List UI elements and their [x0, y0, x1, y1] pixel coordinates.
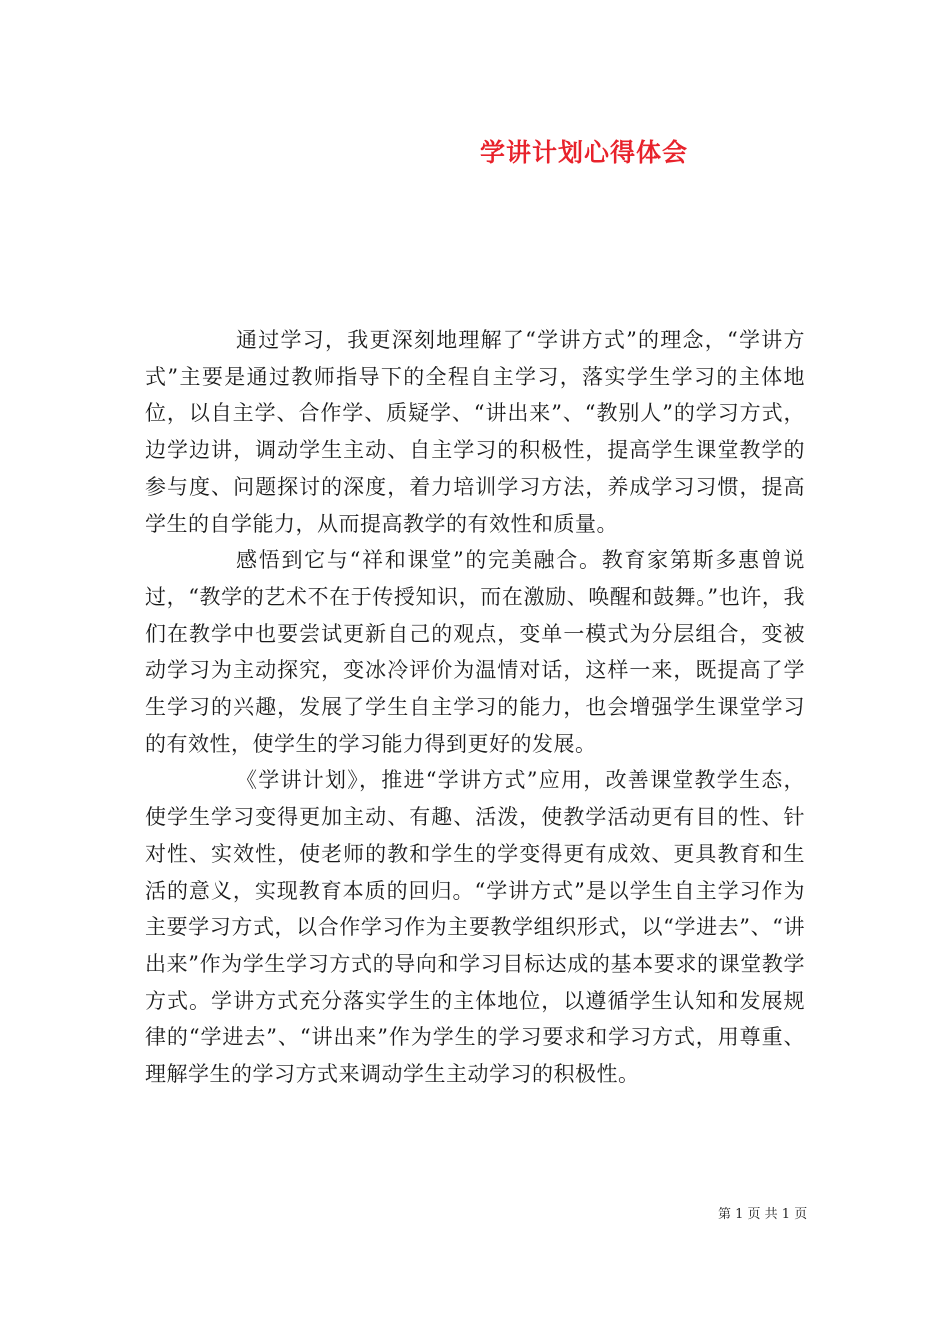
document-body [145, 322, 805, 1093]
paragraph-1: 通过学习，我更深刻地理解了“学讲方式”的理念，“学讲方式”主要是通过教师指导下的全程自主学习，落实学生学习的主体地位，以自主学、合作学、质疑学、“讲出来”、“教别人”的学习方式，边学边讲，调动学生主动、自主学习的积极性，提高学生课堂教学的参与度、问题探讨的深度，着力培训学习方法，养成学习习惯，提高学生的自学能力，从而提高教学的有效性和质量。 [145, 328, 805, 536]
document-title: 学讲计划心得体会 [480, 138, 689, 167]
paragraph-2: 感悟到它与“祥和课堂”的完美融合。教育家第斯多惠曾说过，“教学的艺术不在于传授知识，而在激励、唤醒和鼓舞。”也许，我们在教学中也要尝试更新自己的观点，变单一模式为分层组合，变被动学习为主动探究，变冰冷评价为温情对话，这样一来，既提高了学生学习的兴趣，发展了学生自主学习的能力，也会增强学生课堂学习的有效性，使学生的学习能力得到更好的发展。 [145, 548, 805, 756]
paragraph-3: 《学讲计划》，推进“学讲方式”应用，改善课堂教学生态，使学生学习变得更加主动、有趣、活泼，使教学活动更有目的性、针对性、实效性，使老师的教和学生的学变得更有成效、更具教育和生活的意义，实现教育本质的回归。“学讲方式”是以学生自主学习作为主要学习方式，以合作学习作为主要教学组织形式，以“学进去”、“讲出来”作为学生学习方式的导向和学习目标达成的基本要求的课堂教学方式。学讲方式充分落实学生的主体地位，以遵循学生认知和发展规律的“学进去”、“讲出来”作为学生的学习要求和学习方式，用尊重、理解学生的学习方式来调动学生主动学习的积极性。 [145, 768, 805, 1087]
page-number-footer: 第 1 页 共 1 页 [718, 1207, 808, 1222]
